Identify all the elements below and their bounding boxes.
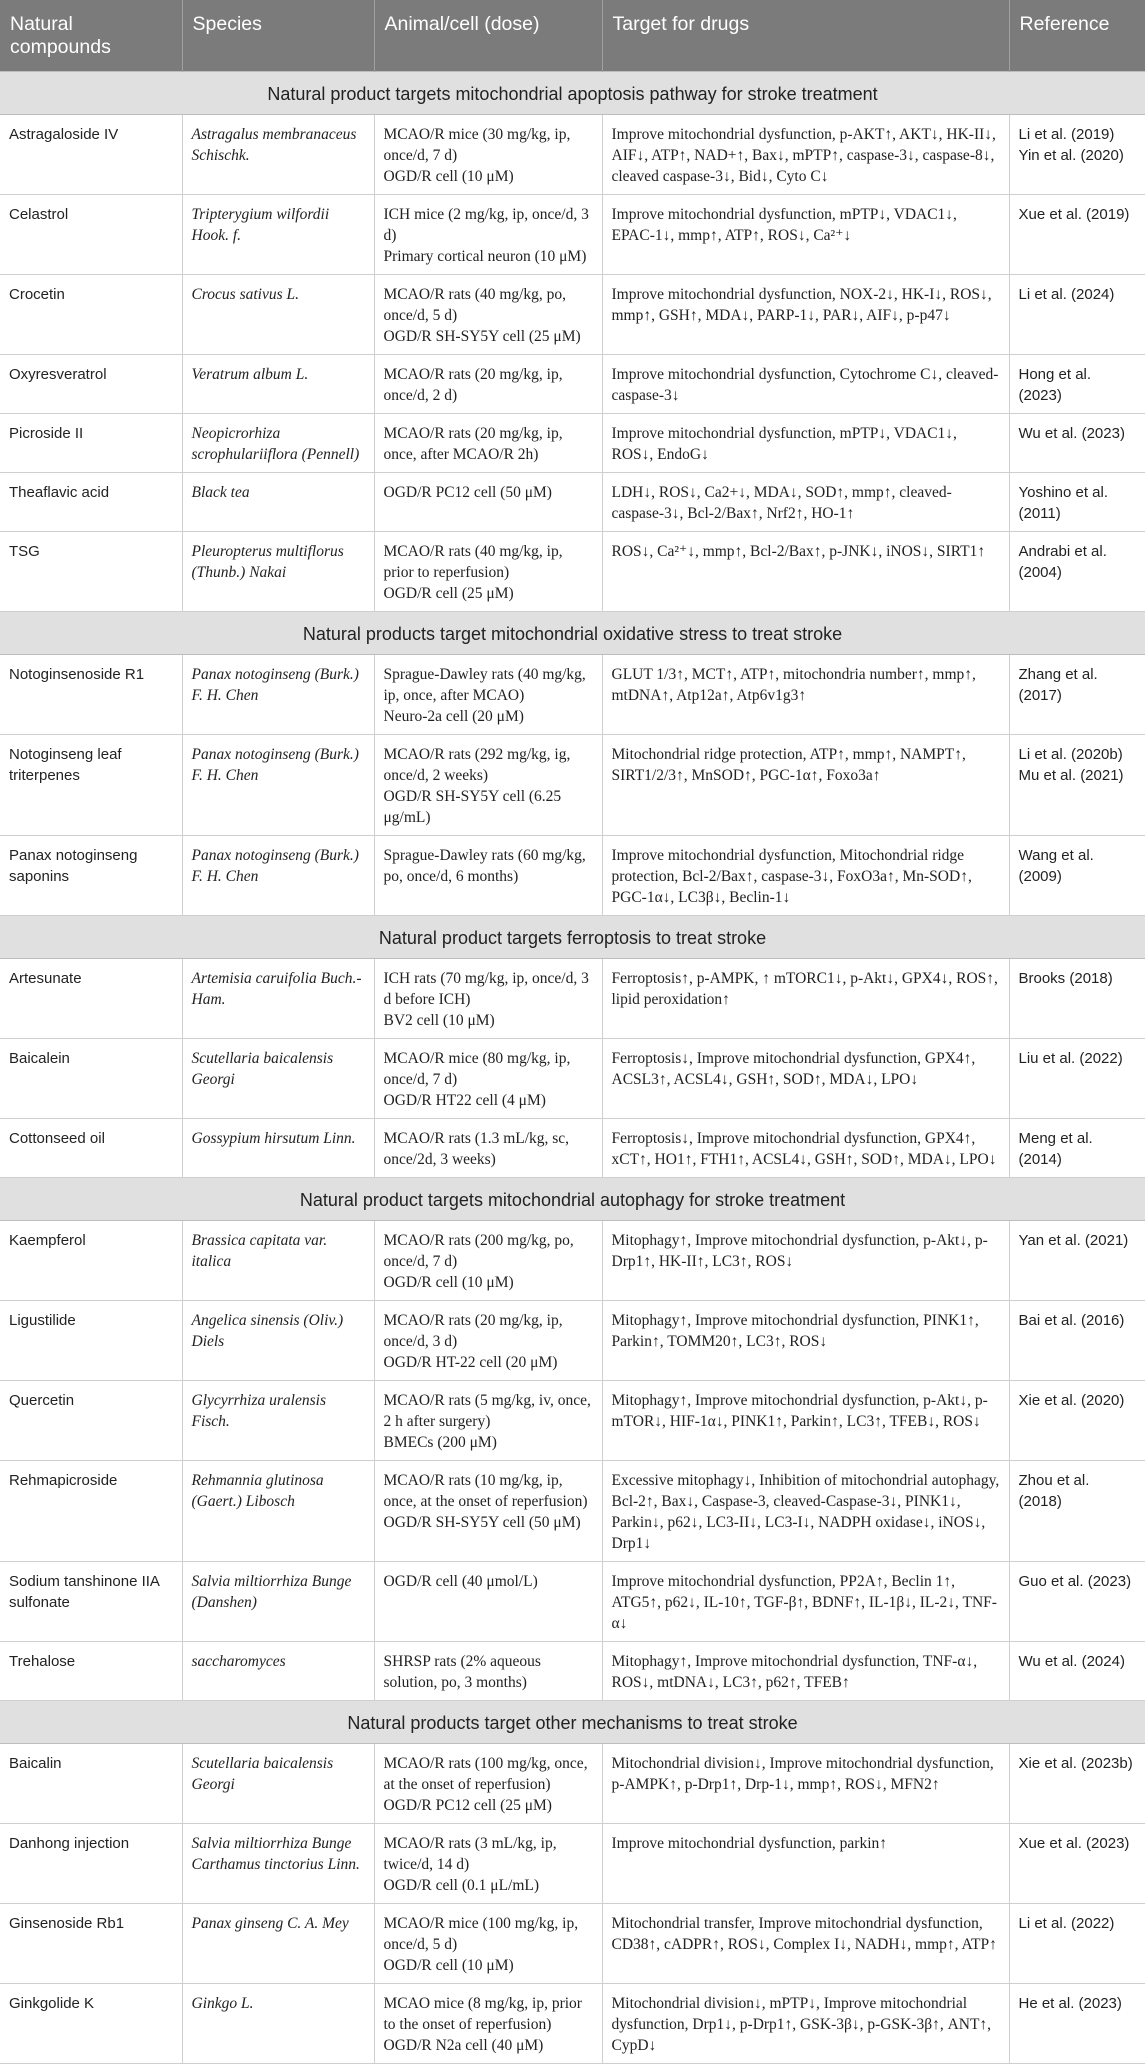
- table-row: [0, 1221, 1145, 1301]
- animal-dose-cell: [374, 1039, 602, 1119]
- table-row: [0, 1039, 1145, 1119]
- compound-cell: Notoginsenoside R1: [0, 655, 182, 735]
- species-line: Pleuropterus multiflorus (Thunb.) Nakai: [191, 543, 344, 581]
- species-cell: [182, 414, 374, 473]
- animal-dose-cell: [374, 959, 602, 1039]
- reference-cell: [1009, 655, 1145, 735]
- animal-dose-cell: [374, 1381, 602, 1461]
- section-title: Natural product targets mitochondrial autophagy for stroke treatment: [0, 1178, 1145, 1221]
- target-cell: Mitophagy↑, Improve mitochondrial dysfunction, TNF-α↓, ROS↓, mtDNA↓, LC3↑, p62↑, TFEB↑: [602, 1642, 1009, 1701]
- table-row: [0, 1744, 1145, 1824]
- reference-cell: [1009, 959, 1145, 1039]
- species-cell: [182, 1461, 374, 1562]
- header-natural-compounds: Natural compounds: [0, 0, 182, 72]
- table-row: [0, 655, 1145, 735]
- reference-line[interactable]: Xie et al. (2020): [1018, 1392, 1125, 1409]
- compound-cell: Picroside II: [0, 414, 182, 473]
- reference-line[interactable]: Hong et al. (2023): [1018, 366, 1092, 404]
- animal-dose-cell: [374, 532, 602, 612]
- target-cell: Ferroptosis↓, Improve mitochondrial dysfunction, GPX4↑, xCT↑, HO1↑, FTH1↑, ACSL4↓, GSH↑, SOD↑, MDA↓, LPO↓: [602, 1119, 1009, 1178]
- animal-dose-line: OGD/R SH-SY5Y cell (50 μM): [383, 1514, 581, 1531]
- target-cell: LDH↓, ROS↓, Ca2+↓, MDA↓, SOD↑, mmp↑, cleaved-caspase-3↓, Bcl-2/Bax↑, Nrf2↑, HO-1↑: [602, 473, 1009, 532]
- animal-dose-line: ICH mice (2 mg/kg, ip, once/d, 3 d): [383, 206, 589, 244]
- reference-cell: [1009, 836, 1145, 916]
- animal-dose-line: MCAO/R rats (292 mg/kg, ig, once/d, 2 weeks): [383, 746, 571, 784]
- table-row: [0, 836, 1145, 916]
- compound-cell: Theaflavic acid: [0, 473, 182, 532]
- animal-dose-line: MCAO/R mice (100 mg/kg, ip, once/d, 5 d): [383, 1915, 579, 1953]
- species-cell: [182, 1744, 374, 1824]
- table-row: [0, 532, 1145, 612]
- species-line: Rehmannia glutinosa (Gaert.) Libosch: [191, 1472, 324, 1510]
- table-row: [0, 1381, 1145, 1461]
- species-line: Crocus sativus L.: [191, 286, 300, 303]
- target-cell: Ferroptosis↑, p-AMPK, ↑ mTORC1↓, p-Akt↓, GPX4↓, ROS↑, lipid peroxidation↑: [602, 959, 1009, 1039]
- species-line: Salvia miltiorrhiza Bunge: [191, 1835, 352, 1852]
- species-cell: [182, 275, 374, 355]
- species-cell: [182, 1562, 374, 1642]
- reference-line[interactable]: Zhou et al. (2018): [1018, 1472, 1090, 1510]
- target-cell: Mitophagy↑, Improve mitochondrial dysfunction, p-Akt↓, p-mTOR↓, HIF-1α↓, PINK1↑, Parkin↑, LC3↑, TFEB↓, ROS↓: [602, 1381, 1009, 1461]
- reference-cell: [1009, 1461, 1145, 1562]
- compound-cell: Ligustilide: [0, 1301, 182, 1381]
- animal-dose-line: OGD/R PC12 cell (50 μM): [383, 484, 552, 501]
- compound-cell: Trehalose: [0, 1642, 182, 1701]
- section-row: [0, 72, 1145, 115]
- animal-dose-line: OGD/R cell (40 μmol/L): [383, 1573, 538, 1590]
- species-line: Panax notoginseng (Burk.) F. H. Chen: [191, 847, 359, 885]
- target-cell: Improve mitochondrial dysfunction, Mitochondrial ridge protection, Bcl-2/Bax↑, caspase-3↓, FoxO3a↑, Mn-SOD↑, PGC-1α↓, LC3β↓, Beclin-1↓: [602, 836, 1009, 916]
- table-header-row: [0, 0, 1145, 72]
- section-row: [0, 612, 1145, 655]
- header-animal-cell-dose: Animal/cell (dose): [374, 0, 602, 72]
- animal-dose-cell: [374, 473, 602, 532]
- target-cell: Improve mitochondrial dysfunction, p-AKT↑, AKT↓, HK-II↓, AIF↓, ATP↑, NAD+↑, Bax↓, mPTP↑, caspase-3↓, caspase-8↓, cleaved caspase-3↓, Bid↓, Cyto C↓: [602, 115, 1009, 195]
- reference-cell: [1009, 1744, 1145, 1824]
- animal-dose-line: OGD/R cell (25 μM): [383, 585, 514, 602]
- animal-dose-line: Neuro-2a cell (20 μM): [383, 708, 524, 725]
- compound-cell: Sodium tanshinone IIA sulfonate: [0, 1562, 182, 1642]
- reference-line[interactable]: Bai et al. (2016): [1018, 1312, 1125, 1329]
- species-cell: [182, 1221, 374, 1301]
- table-row: [0, 1562, 1145, 1642]
- species-cell: [182, 1824, 374, 1904]
- animal-dose-cell: [374, 1904, 602, 1984]
- compound-cell: Astragaloside IV: [0, 115, 182, 195]
- species-line: Brassica capitata var. italica: [191, 1232, 328, 1270]
- species-cell: [182, 1984, 374, 2064]
- table-row: [0, 275, 1145, 355]
- animal-dose-cell: [374, 115, 602, 195]
- animal-dose-line: MCAO/R rats (3 mL/kg, ip, twice/d, 14 d): [383, 1835, 557, 1873]
- animal-dose-line: MCAO mice (8 mg/kg, ip, prior to the onset of reperfusion): [383, 1995, 582, 2033]
- animal-dose-line: OGD/R cell (10 μM): [383, 168, 514, 185]
- reference-line[interactable]: Zhang et al. (2017): [1018, 666, 1098, 704]
- animal-dose-cell: [374, 275, 602, 355]
- animal-dose-line: OGD/R PC12 cell (25 μM): [383, 1797, 552, 1814]
- species-cell: [182, 115, 374, 195]
- species-cell: [182, 355, 374, 414]
- species-cell: [182, 1301, 374, 1381]
- species-cell: [182, 655, 374, 735]
- animal-dose-cell: [374, 1642, 602, 1701]
- species-line: Black tea: [191, 484, 250, 501]
- target-cell: GLUT 1/3↑, MCT↑, ATP↑, mitochondria number↑, mmp↑, mtDNA↑, Atp12a↑, Atp6v1g3↑: [602, 655, 1009, 735]
- reference-line[interactable]: Yan et al. (2021): [1018, 1232, 1129, 1249]
- compound-cell: Quercetin: [0, 1381, 182, 1461]
- animal-dose-cell: [374, 735, 602, 836]
- reference-line[interactable]: Yin et al. (2020): [1018, 147, 1124, 164]
- animal-dose-cell: [374, 1119, 602, 1178]
- animal-dose-line: OGD/R cell (10 μM): [383, 1274, 514, 1291]
- species-line: Panax notoginseng (Burk.) F. H. Chen: [191, 666, 359, 704]
- table-row: [0, 115, 1145, 195]
- reference-line[interactable]: He et al. (2023): [1018, 1995, 1122, 2012]
- reference-cell: [1009, 1301, 1145, 1381]
- section-title: Natural products target mitochondrial oxidative stress to treat stroke: [0, 612, 1145, 655]
- header-species: Species: [182, 0, 374, 72]
- table-row: [0, 1642, 1145, 1701]
- compound-cell: Notoginseng leaf triterpenes: [0, 735, 182, 836]
- target-cell: ROS↓, Ca²⁺↓, mmp↑, Bcl-2/Bax↑, p-JNK↓, iNOS↓, SIRT1↑: [602, 532, 1009, 612]
- species-line: Panax ginseng C. A. Mey: [191, 1915, 349, 1932]
- section-row: [0, 916, 1145, 959]
- table-row: [0, 195, 1145, 275]
- reference-cell: [1009, 473, 1145, 532]
- animal-dose-line: OGD/R cell (10 μM): [383, 1957, 514, 1974]
- animal-dose-cell: [374, 1984, 602, 2064]
- compound-cell: Artesunate: [0, 959, 182, 1039]
- animal-dose-line: MCAO/R rats (40 mg/kg, po, once/d, 5 d): [383, 286, 567, 324]
- animal-dose-line: MCAO/R rats (20 mg/kg, ip, once, after MCAO/R 2h): [383, 425, 563, 463]
- reference-line[interactable]: Guo et al. (2023): [1018, 1573, 1132, 1590]
- target-cell: Mitophagy↑, Improve mitochondrial dysfunction, PINK1↑, Parkin↑, TOMM20↑, LC3↑, ROS↓: [602, 1301, 1009, 1381]
- animal-dose-cell: [374, 1562, 602, 1642]
- target-cell: Mitochondrial transfer, Improve mitochondrial dysfunction, CD38↑, cADPR↑, ROS↓, Complex I↓, NADH↓, mmp↑, ATP↑: [602, 1904, 1009, 1984]
- species-cell: [182, 959, 374, 1039]
- compound-cell: Crocetin: [0, 275, 182, 355]
- species-line: Tripterygium wilfordii Hook. f.: [191, 206, 330, 244]
- animal-dose-line: MCAO/R rats (20 mg/kg, ip, once/d, 3 d): [383, 1312, 563, 1350]
- species-cell: [182, 473, 374, 532]
- reference-line[interactable]: Xue et al. (2019): [1018, 206, 1130, 223]
- animal-dose-cell: [374, 1824, 602, 1904]
- target-cell: Improve mitochondrial dysfunction, Cytochrome C↓, cleaved-caspase-3↓: [602, 355, 1009, 414]
- animal-dose-line: SHRSP rats (2% aqueous solution, po, 3 months): [383, 1653, 541, 1691]
- animal-dose-cell: [374, 1744, 602, 1824]
- species-cell: [182, 836, 374, 916]
- animal-dose-line: OGD/R HT-22 cell (20 μM): [383, 1354, 558, 1371]
- species-line: Scutellaria baicalensis Georgi: [191, 1755, 334, 1793]
- reference-cell: [1009, 1562, 1145, 1642]
- compound-cell: Oxyresveratrol: [0, 355, 182, 414]
- animal-dose-line: OGD/R cell (0.1 μL/mL): [383, 1877, 540, 1894]
- animal-dose-cell: [374, 1301, 602, 1381]
- species-line: Angelica sinensis (Oliv.) Diels: [191, 1312, 344, 1350]
- reference-cell: [1009, 414, 1145, 473]
- target-cell: Mitochondrial ridge protection, ATP↑, mmp↑, NAMPT↑, SIRT1/2/3↑, MnSOD↑, PGC-1α↑, Foxo3a↑: [602, 735, 1009, 836]
- target-cell: Improve mitochondrial dysfunction, PP2A↑, Beclin 1↑, ATG5↑, p62↓, IL-10↑, TGF-β↑, BDNF↑, IL-1β↓, IL-2↓, TNF-α↓: [602, 1562, 1009, 1642]
- target-cell: Mitochondrial division↓, Improve mitochondrial dysfunction, p-AMPK↑, p-Drp1↑, Drp-1↓, mmp↑, ROS↓, MFN2↑: [602, 1744, 1009, 1824]
- reference-line[interactable]: Liu et al. (2022): [1018, 1050, 1123, 1067]
- species-line: Artemisia caruifolia Buch.-Ham.: [191, 970, 362, 1008]
- animal-dose-line: MCAO/R rats (40 mg/kg, ip, prior to reperfusion): [383, 543, 563, 581]
- table-row: [0, 1301, 1145, 1381]
- target-cell: Ferroptosis↓, Improve mitochondrial dysfunction, GPX4↑, ACSL3↑, ACSL4↓, GSH↑, SOD↑, MDA↓, LPO↓: [602, 1039, 1009, 1119]
- animal-dose-line: MCAO/R mice (80 mg/kg, ip, once/d, 7 d): [383, 1050, 571, 1088]
- reference-cell: [1009, 1642, 1145, 1701]
- species-cell: [182, 1119, 374, 1178]
- animal-dose-cell: [374, 655, 602, 735]
- compound-cell: Kaempferol: [0, 1221, 182, 1301]
- section-title: Natural product targets ferroptosis to treat stroke: [0, 916, 1145, 959]
- animal-dose-line: MCAO/R rats (5 mg/kg, iv, once, 2 h after surgery): [383, 1392, 591, 1430]
- reference-cell: [1009, 1984, 1145, 2064]
- reference-line[interactable]: Wu et al. (2024): [1018, 1653, 1125, 1670]
- table-body: [0, 72, 1145, 2064]
- reference-line[interactable]: Li et al. (2024): [1018, 286, 1115, 303]
- reference-line[interactable]: Wu et al. (2023): [1018, 425, 1125, 442]
- species-line: Salvia miltiorrhiza Bunge (Danshen): [191, 1573, 352, 1611]
- animal-dose-line: MCAO/R rats (10 mg/kg, ip, once, at the onset of reperfusion): [383, 1472, 588, 1510]
- reference-cell: [1009, 1381, 1145, 1461]
- animal-dose-line: OGD/R SH-SY5Y cell (6.25 μg/mL): [383, 788, 562, 826]
- target-cell: Mitochondrial division↓, mPTP↓, Improve mitochondrial dysfunction, Drp1↓, p-Drp1↑, GSK-3β↓, p-GSK-3β↑, ANT↑, CypD↓: [602, 1984, 1009, 2064]
- table-row: [0, 735, 1145, 836]
- species-line: Gossypium hirsutum Linn.: [191, 1130, 356, 1147]
- reference-line[interactable]: Li et al. (2019): [1018, 126, 1115, 143]
- animal-dose-cell: [374, 1221, 602, 1301]
- animal-dose-cell: [374, 1461, 602, 1562]
- table-row: [0, 355, 1145, 414]
- animal-dose-cell: [374, 355, 602, 414]
- reference-line[interactable]: Andrabi et al. (2004): [1018, 543, 1107, 581]
- animal-dose-line: BMECs (200 μM): [383, 1434, 497, 1451]
- reference-line[interactable]: Xue et al. (2023): [1018, 1835, 1130, 1852]
- reference-line[interactable]: Meng et al. (2014): [1018, 1130, 1093, 1168]
- compound-cell: Ginsenoside Rb1: [0, 1904, 182, 1984]
- target-cell: Excessive mitophagy↓, Inhibition of mitochondrial autophagy, Bcl-2↑, Bax↓, Caspase-3, cleaved-Caspase-3↓, PINK1↓, Parkin↓, p62↓, LC3-II↓, LC3-I↓, NADPH oxidase↓, iNOS↓, Drp1↓: [602, 1461, 1009, 1562]
- reference-line[interactable]: Yoshino et al. (2011): [1018, 484, 1109, 522]
- table-row: [0, 1904, 1145, 1984]
- species-cell: [182, 1642, 374, 1701]
- animal-dose-line: Sprague-Dawley rats (40 mg/kg, ip, once, after MCAO): [383, 666, 586, 704]
- animal-dose-line: Primary cortical neuron (10 μM): [383, 248, 587, 265]
- compound-cell: Cottonseed oil: [0, 1119, 182, 1178]
- animal-dose-line: OGD/R N2a cell (40 μM): [383, 2037, 544, 2054]
- animal-dose-line: MCAO/R rats (20 mg/kg, ip, once/d, 2 d): [383, 366, 563, 404]
- header-reference: Reference: [1009, 0, 1145, 72]
- species-cell: [182, 1381, 374, 1461]
- species-line: Astragalus membranaceus Schischk.: [191, 126, 357, 164]
- table-row: [0, 414, 1145, 473]
- reference-line[interactable]: Xie et al. (2023b): [1018, 1755, 1133, 1772]
- compound-cell: Baicalin: [0, 1744, 182, 1824]
- section-title: Natural products target other mechanisms to treat stroke: [0, 1701, 1145, 1744]
- animal-dose-cell: [374, 414, 602, 473]
- section-row: [0, 1178, 1145, 1221]
- compound-cell: TSG: [0, 532, 182, 612]
- animal-dose-line: ICH rats (70 mg/kg, ip, once/d, 3 d before ICH): [383, 970, 589, 1008]
- section-title: Natural product targets mitochondrial apoptosis pathway for stroke treatment: [0, 72, 1145, 115]
- target-cell: Improve mitochondrial dysfunction, NOX-2↓, HK-I↓, ROS↓, mmp↑, GSH↑, MDA↓, PARP-1↓, PAR↓, AIF↓, p-p47↓: [602, 275, 1009, 355]
- reference-line[interactable]: Mu et al. (2021): [1018, 767, 1124, 784]
- species-line: Neopicrorhiza scrophulariiflora (Pennell): [191, 425, 360, 463]
- animal-dose-line: MCAO/R mice (30 mg/kg, ip, once/d, 7 d): [383, 126, 571, 164]
- animal-dose-line: MCAO/R rats (1.3 mL/kg, sc, once/2d, 3 weeks): [383, 1130, 570, 1168]
- species-cell: [182, 195, 374, 275]
- reference-line[interactable]: Wang et al. (2009): [1018, 847, 1094, 885]
- species-line: Scutellaria baicalensis Georgi: [191, 1050, 334, 1088]
- reference-cell: [1009, 532, 1145, 612]
- reference-cell: [1009, 195, 1145, 275]
- animal-dose-line: Sprague-Dawley rats (60 mg/kg, po, once/d, 6 months): [383, 847, 586, 885]
- species-line: Panax notoginseng (Burk.) F. H. Chen: [191, 746, 359, 784]
- reference-cell: [1009, 275, 1145, 355]
- target-cell: Improve mitochondrial dysfunction, mPTP↓, VDAC1↓, ROS↓, EndoG↓: [602, 414, 1009, 473]
- table-row: [0, 1461, 1145, 1562]
- compound-cell: Baicalein: [0, 1039, 182, 1119]
- compound-cell: Rehmapicroside: [0, 1461, 182, 1562]
- species-line: Glycyrrhiza uralensis Fisch.: [191, 1392, 326, 1430]
- compound-cell: Celastrol: [0, 195, 182, 275]
- animal-dose-line: BV2 cell (10 μM): [383, 1012, 495, 1029]
- reference-cell: [1009, 1119, 1145, 1178]
- reference-cell: [1009, 1824, 1145, 1904]
- species-line: Ginkgo L.: [191, 1995, 254, 2012]
- species-line: Veratrum album L.: [191, 366, 309, 383]
- species-cell: [182, 735, 374, 836]
- reference-cell: [1009, 735, 1145, 836]
- species-cell: [182, 532, 374, 612]
- animal-dose-cell: [374, 195, 602, 275]
- reference-cell: [1009, 1904, 1145, 1984]
- table-row: [0, 473, 1145, 532]
- species-cell: [182, 1039, 374, 1119]
- section-row: [0, 1701, 1145, 1744]
- compound-cell: Panax notoginseng saponins: [0, 836, 182, 916]
- animal-dose-line: OGD/R HT22 cell (4 μM): [383, 1092, 546, 1109]
- animal-dose-line: MCAO/R rats (100 mg/kg, once, at the onset of reperfusion): [383, 1755, 588, 1793]
- reference-cell: [1009, 355, 1145, 414]
- reference-line[interactable]: Li et al. (2020b): [1018, 746, 1123, 763]
- target-cell: Mitophagy↑, Improve mitochondrial dysfunction, p-Akt↓, p-Drp1↑, HK-II↑, LC3↑, ROS↓: [602, 1221, 1009, 1301]
- header-target-for-drugs: Target for drugs: [602, 0, 1009, 72]
- compound-cell: Danhong injection: [0, 1824, 182, 1904]
- reference-line[interactable]: Brooks (2018): [1018, 970, 1113, 987]
- species-line: saccharomyces: [191, 1653, 286, 1670]
- target-cell: Improve mitochondrial dysfunction, mPTP↓, VDAC1↓, EPAC-1↓, mmp↑, ATP↑, ROS↓, Ca²⁺↓: [602, 195, 1009, 275]
- species-cell: [182, 1904, 374, 1984]
- animal-dose-line: OGD/R SH-SY5Y cell (25 μM): [383, 328, 581, 345]
- animal-dose-cell: [374, 836, 602, 916]
- species-line: Carthamus tinctorius Linn.: [191, 1856, 360, 1873]
- table-row: [0, 1824, 1145, 1904]
- animal-dose-line: MCAO/R rats (200 mg/kg, po, once/d, 7 d): [383, 1232, 574, 1270]
- table-row: [0, 1119, 1145, 1178]
- reference-cell: [1009, 1039, 1145, 1119]
- reference-cell: [1009, 115, 1145, 195]
- table-row: [0, 1984, 1145, 2064]
- table-row: [0, 959, 1145, 1039]
- target-cell: Improve mitochondrial dysfunction, parkin↑: [602, 1824, 1009, 1904]
- reference-line[interactable]: Li et al. (2022): [1018, 1915, 1115, 1932]
- reference-cell: [1009, 1221, 1145, 1301]
- compound-cell: Ginkgolide K: [0, 1984, 182, 2064]
